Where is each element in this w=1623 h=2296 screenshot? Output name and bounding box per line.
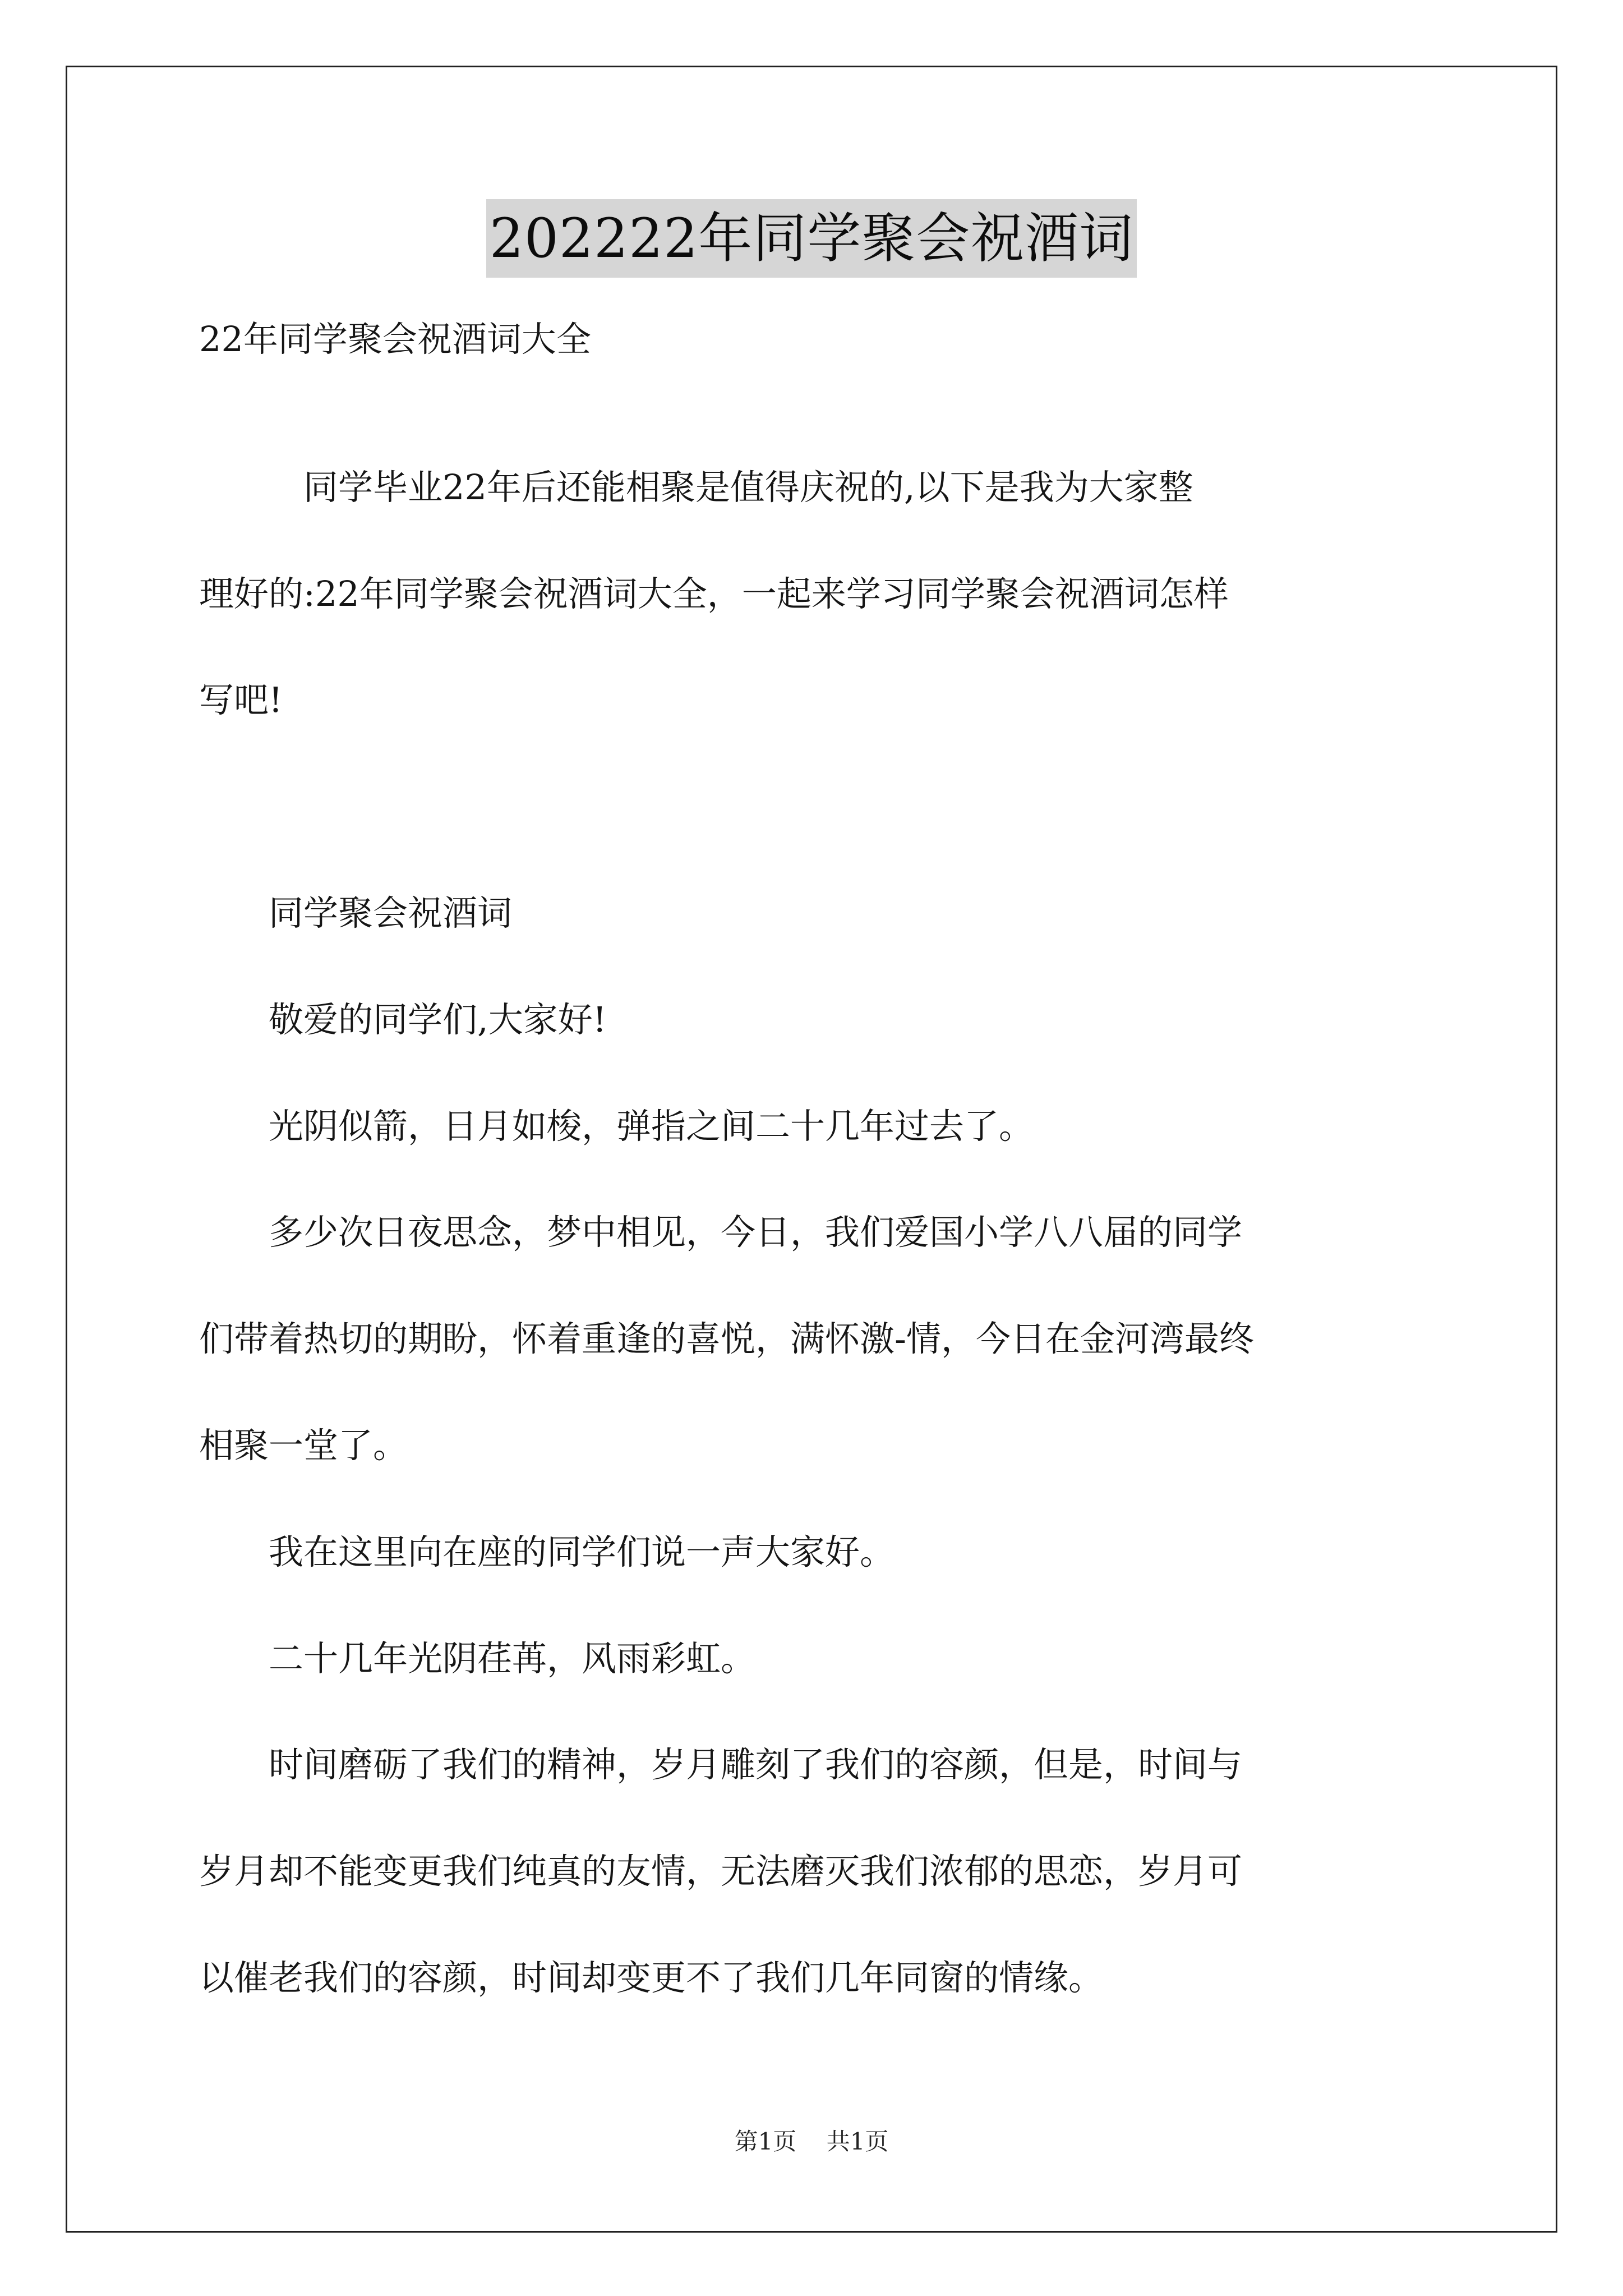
document-title: 202222年同学聚会祝酒词 [486, 199, 1137, 278]
title-container [0, 199, 1623, 278]
text-line: 岁月却不能变更我们纯真的友情，无法磨灭我们浓郁的思恋，岁月可 [199, 1851, 1243, 1892]
text-line: 我在这里向在座的同学们说一声大家好。 [199, 1531, 895, 1572]
text-line: 多少次日夜思念，梦中相见，今日，我们爱国小学八八届的同学 [199, 1212, 1243, 1253]
text-line: 写吧! [199, 679, 283, 720]
text-line: 们带着热切的期盼，怀着重逢的喜悦，满怀激-情，今日在金河湾最终 [199, 1318, 1254, 1359]
text-line: 以催老我们的容颜，时间却变更不了我们几年同窗的情缘。 [199, 1957, 1104, 1998]
section-heading: 同学聚会祝酒词 [199, 892, 513, 933]
text-line: 相聚一堂了。 [199, 1425, 408, 1466]
page-total: 共1页 [826, 2128, 889, 2155]
text-line: 理好的:22年同学聚会祝酒词大全，一起来学习同学聚会祝酒词怎样 [199, 573, 1229, 614]
subtitle-line: 22年同学聚会祝酒词大全 [199, 319, 591, 360]
page-border [66, 66, 1557, 2233]
text-line: 二十几年光阴荏苒，风雨彩虹。 [199, 1638, 756, 1679]
text-line: 光阴似箭，日月如梭，弹指之间二十几年过去了。 [199, 1106, 1034, 1147]
text-line: 敬爱的同学们,大家好! [199, 999, 607, 1040]
page-number: 第1页 [734, 2128, 797, 2155]
text-line: 时间磨砺了我们的精神，岁月雕刻了我们的容颜，但是，时间与 [199, 1744, 1243, 1785]
page-footer [0, 2126, 1623, 2157]
text-line: 同学毕业22年后还能相聚是值得庆祝的,以下是我为大家整 [199, 467, 1193, 508]
